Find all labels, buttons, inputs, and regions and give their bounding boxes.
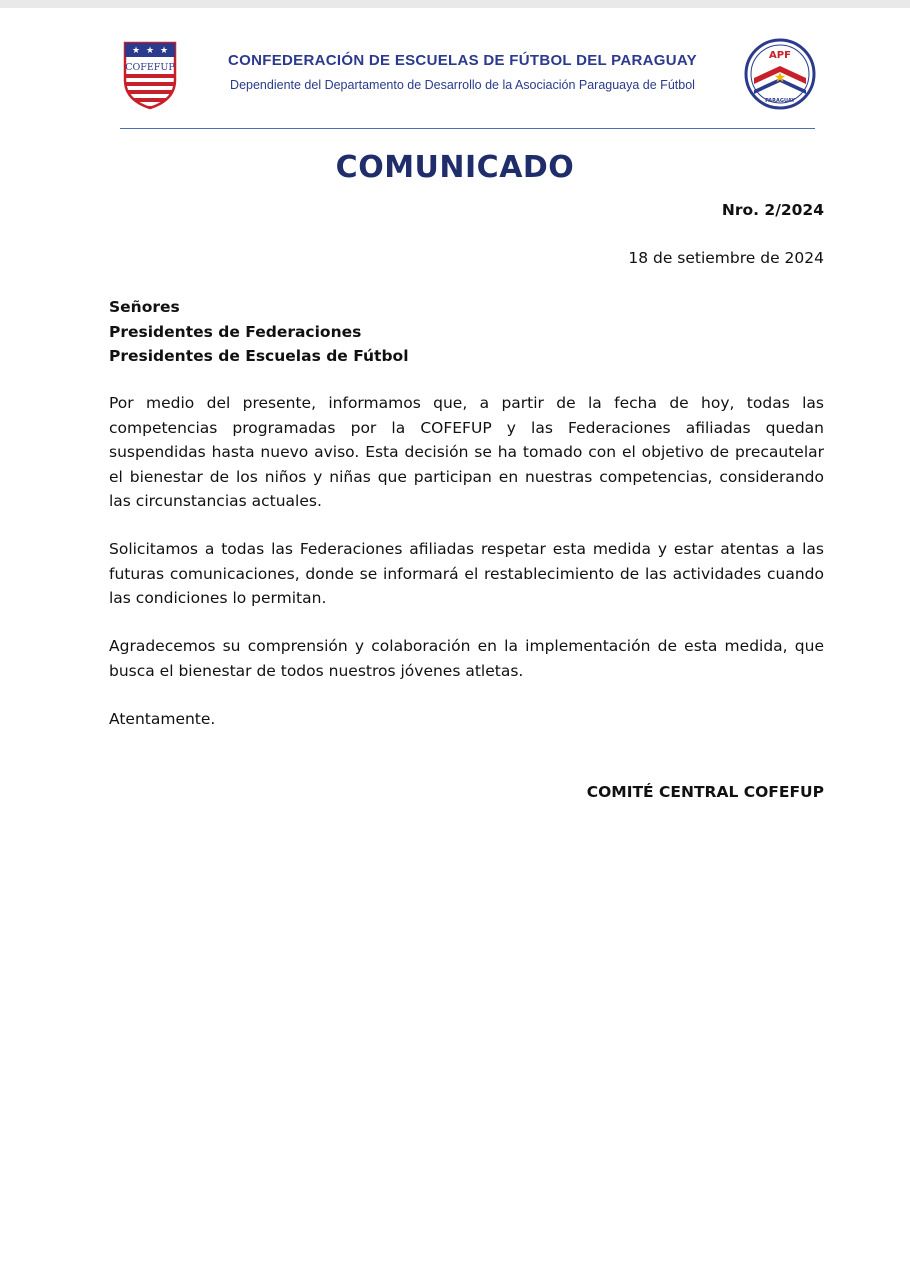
recipient-line: Presidentes de Federaciones bbox=[109, 322, 362, 341]
reference-number: Nro. 2/2024 bbox=[721, 201, 824, 219]
document-title: COMUNICADO bbox=[335, 150, 575, 185]
header-divider bbox=[120, 128, 815, 129]
document-date: 18 de setiembre de 2024 bbox=[628, 249, 824, 267]
apf-logo-country: PARAGUAY bbox=[765, 98, 795, 104]
svg-text:★: ★ bbox=[131, 46, 141, 56]
org-subtitle: Dependiente del Departamento de Desarrollo de la Asociación Paraguaya de Fútbol bbox=[230, 78, 695, 92]
svg-text:★: ★ bbox=[145, 46, 155, 56]
body-paragraph: Agradecemos su comprensión y colaboración en la implementación de esta medida, que busca el bienestar de todos nuestros jóvenes atletas. bbox=[109, 637, 824, 680]
recipient-line: Señores bbox=[109, 298, 180, 316]
apf-logo-text: APF bbox=[769, 50, 791, 61]
body-paragraph: Por medio del presente, informamos que, a partir de la fecha de hoy, todas las competencias programadas por la COFEFUP y las Federaciones afiliadas quedan suspendidas hasta nuevo aviso. Esta decisión se ha tomado con el objetivo de precautelar el bienestar de los niños y niñas que participan en nuestras competencias, considerando las circunstancias actuales. bbox=[109, 394, 824, 510]
signature: COMITÉ CENTRAL COFEFUP bbox=[586, 783, 824, 801]
org-name: CONFEDERACIÓN DE ESCUELAS DE FÚTBOL DEL PARAGUAY bbox=[228, 52, 697, 69]
body-paragraph: Solicitamos a todas las Federaciones afiliadas respetar esta medida y estar atentas a las futuras comunicaciones, donde se informará el restablecimiento de las actividades cuando las condiciones lo permitan. bbox=[109, 540, 824, 607]
top-strip bbox=[0, 0, 910, 8]
apf-badge-icon bbox=[744, 38, 816, 110]
svg-text:★: ★ bbox=[159, 46, 169, 56]
cofefup-logo-text: COFEFUP bbox=[125, 62, 175, 73]
recipient-line: Presidentes de Escuelas de Fútbol bbox=[109, 347, 409, 365]
svg-text:★: ★ bbox=[773, 70, 787, 86]
closing-line: Atentamente. bbox=[109, 710, 216, 728]
cofefup-shield-icon bbox=[122, 40, 178, 110]
recipients-block bbox=[109, 295, 409, 369]
